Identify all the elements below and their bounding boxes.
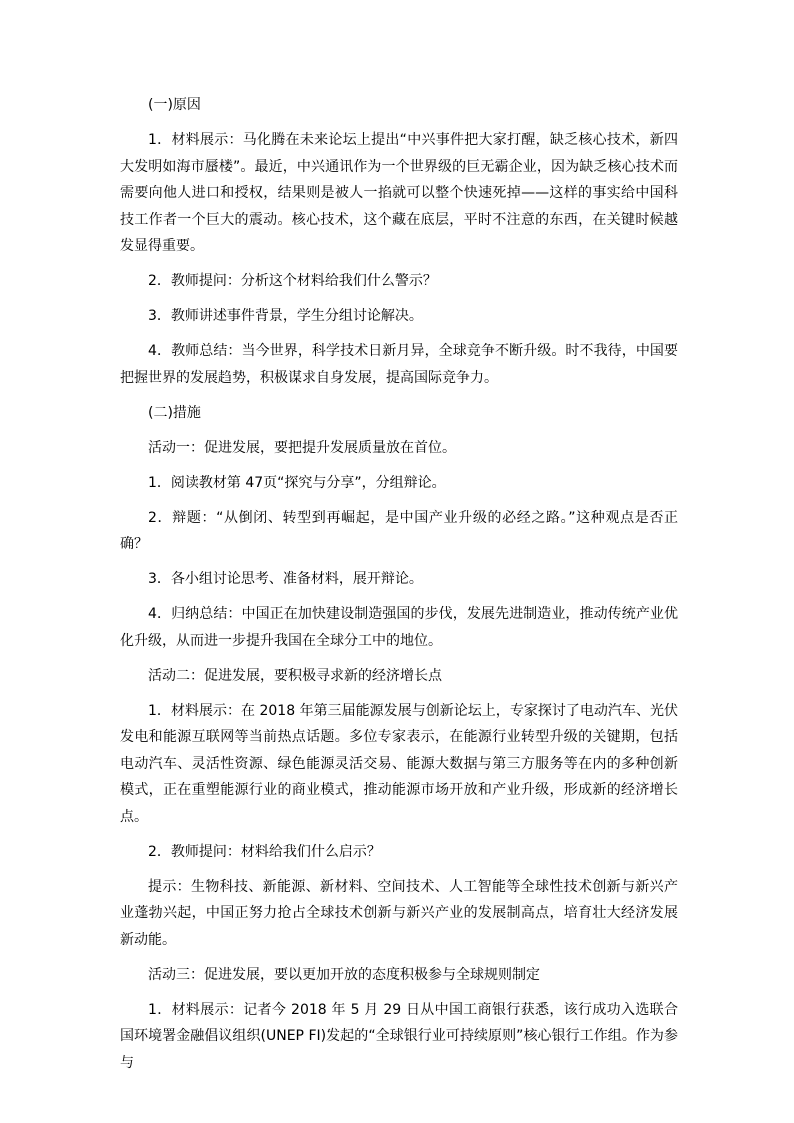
activity-two-title: 活动二：促进发展，要积极寻求新的经济增长点 [148, 667, 442, 684]
paragraph-teacher-question: 2．教师提问：分析这个材料给我们什么警示？ [148, 273, 437, 289]
paragraph-material-display: 1．材料展示：马化腾在未来论坛上提出“中兴事件把大家打醒，缺乏核心技术，新四大发明如海市蜃楼”。最近，中兴通讯作为一个世界级的巨无霸企业，因为缺乏核心技术而需要向他人进口和授权，结果则是被人一掐就可以整个快速死掉——这样的事实给中国科技工作者一个巨大的震动。核心技术，这个藏在底层，平时不注意的东西，在关键时候越发显得重要。 [120, 132, 678, 254]
paragraph-group-discussion: 3．各小组讨论思考、准备材料，展开辩论。 [148, 571, 423, 587]
paragraph-conclusion: 4．归纳总结：中国正在加快建设制造强国的步伐，发展先进制造业，推动传统产业优化升级，从而进一步提升我国在全球分工中的地位。 [120, 606, 678, 649]
section-heading-reasons: (一)原因 [148, 97, 201, 113]
activity-three-title: 活动三：促进发展，要以更加开放的态度积极参与全球规则制定 [148, 966, 540, 983]
paragraph-debate-topic: 2．辩题：“从倒闭、转型到再崛起，是中国产业升级的必经之路。”这种观点是否正确？ [120, 509, 678, 552]
paragraph-teacher-background: 3．教师讲述事件背景，学生分组讨论解决。 [148, 308, 423, 324]
paragraph-hint: 提示：生物科技、新能源、新材料、空间技术、人工智能等全球性技术创新与新兴产业蓬勃兴起，中国正努力抢占全球技术创新与新兴产业的发展制高点，培育壮大经济发展新动能。 [120, 878, 678, 948]
paragraph-read-textbook: 1．阅读教材第 47页“探究与分享”，分组辩论。 [148, 474, 446, 491]
paragraph-energy-forum: 1．材料展示：在 2018 年第三届能源发展与创新论坛上，专家探讨了电动汽车、光伏发电和能源互联网等当前热点话题。多位专家表示，在能源行业转型升级的关键期，包括电动汽车、灵活性资源、绿色能源灵活交易、能源大数据与第三方服务等在内的多种创新模式，正在重塑能源行业的商业模式，推动能源市场开放和产业升级，形成新的经济增长点。 [120, 702, 678, 825]
paragraph-icbc-material: 1．材料展示：记者今 2018 年 5 月 29 日从中国工商银行获悉，该行成功入选联合国环境署金融倡议组织(UNEP FI)发起的“全球银行业可持续原则”核心银行工作组。作为参与 [120, 1001, 678, 1071]
paragraph-teacher-summary: 4．教师总结：当今世界，科学技术日新月异，全球竞争不断升级。时不我待，中国要把握世界的发展趋势，积极谋求自身发展，提高国际竞争力。 [120, 343, 678, 386]
section-heading-measures: (二)措施 [148, 404, 201, 421]
document-page [120, 92, 678, 1085]
activity-one-title: 活动一：促进发展，要把提升发展质量放在首位。 [148, 439, 456, 456]
paragraph-teacher-question-two: 2．教师提问：材料给我们什么启示？ [148, 843, 381, 860]
